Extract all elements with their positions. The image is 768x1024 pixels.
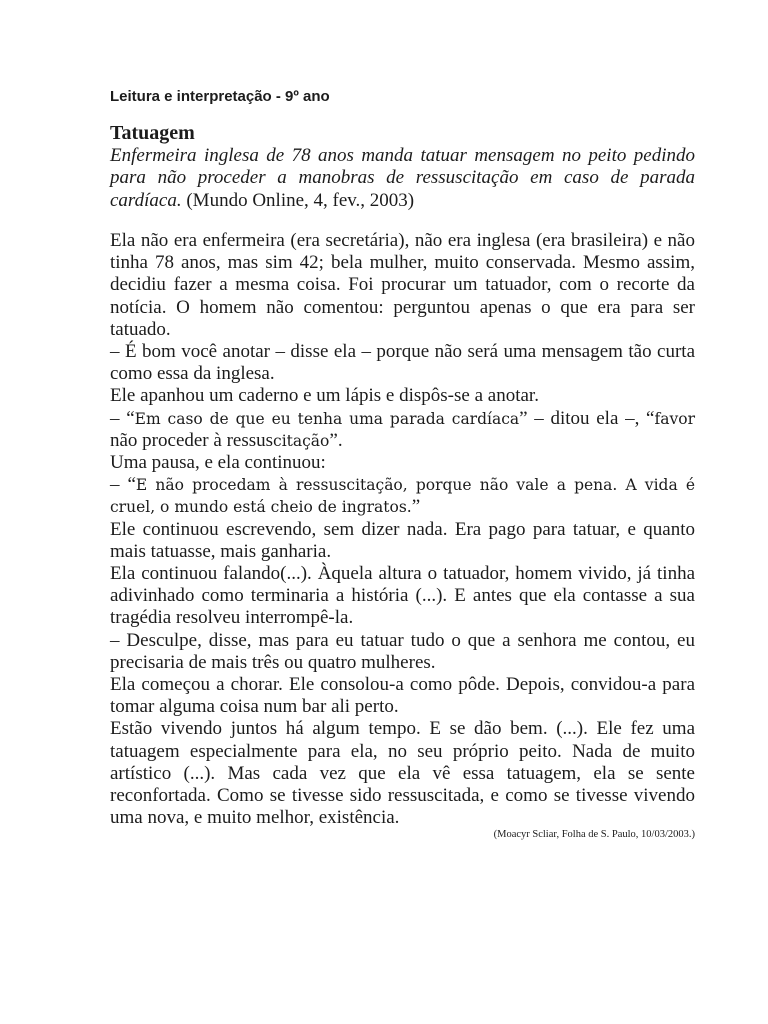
paragraph-7: Ele continuou escrevendo, sem dizer nada. Era pago para tatuar, e quanto mais tatuasse, mais ganharia.: [110, 518, 695, 562]
dialogue-text: ” – ditou ela –, “: [519, 407, 655, 429]
epigraph-headline: Enfermeira inglesa de 78 anos manda tatuar mensagem no peito pedindo para não proceder a manobras de ressuscitação em caso de parada cardíaca.: [110, 145, 695, 211]
quoted-speech: citação: [273, 431, 330, 450]
paragraph-4: [110, 408, 695, 452]
document-content: [110, 88, 695, 841]
dialogue-text: não proceder à ressus: [110, 429, 274, 451]
paragraph-3: Ele apanhou um caderno e um lápis e dispôs-se a anotar.: [110, 385, 539, 407]
paragraph-10: Ela começou a chorar. Ele consolou-a como pôde. Depois, convidou-a para tomar alguma coisa num bar ali perto.: [110, 673, 695, 718]
paragraph-6: [110, 474, 695, 518]
worksheet-header: Leitura e interpretação - 9º ano: [110, 88, 330, 105]
dialogue-dash: – “: [110, 407, 135, 429]
source-citation: (Moacyr Scliar, Folha de S. Paulo, 10/03/2003.): [493, 829, 695, 841]
story-title: Tatuagem: [110, 122, 195, 144]
paragraph-2: – É bom você anotar – disse ela – porque não será uma mensagem tão curta como essa da inglesa.: [110, 340, 695, 385]
paragraph-8: Ela continuou falando(...). Àquela altura o tatuador, homem vivido, já tinha adivinhado como terminaria a história (...). E antes que ela contasse a sua tragédia resolveu interrompê-la.: [110, 562, 695, 629]
story-body: [110, 230, 695, 829]
dialogue-text: ”: [411, 496, 421, 518]
quoted-speech: Em caso de que eu tenha uma parada cardíaca: [134, 409, 520, 428]
paragraph-9: – Desculpe, disse, mas para eu tatuar tudo o que a senhora me contou, eu precisaria de mais três ou quatro mulheres.: [110, 629, 695, 673]
epigraph-source: (Mundo Online, 4, fev., 2003): [186, 189, 415, 211]
quoted-speech: E não procedam à ressuscitação, porque não vale a pena. A vida é cruel, o mundo está cheio de ingratos.: [110, 476, 696, 517]
paragraph-11: Estão vivendo juntos há algum tempo. E se dão bem. (...). Ele fez uma tatuagem especialmente para ela, no seu próprio peito. Nada de muito artístico (...). Mas cada vez que ela vê essa tatuagem, ela se sente reconfortada. Como se tivesse sido ressuscitada, e como se tivesse vivendo uma nova, e muito melhor, existência.: [110, 718, 695, 829]
paragraph-1: Ela não era enfermeira (era secretária), não era inglesa (era brasileira) e não tinha 78 anos, mas sim 42; bela mulher, muito conservada. Mesmo assim, decidiu fazer a mesma coisa. Foi procurar um tatuador, com o recorte da notícia. O homem não comentou: perguntou apenas o que era para ser tatuado.: [110, 229, 695, 340]
epigraph: [110, 145, 695, 212]
dialogue-dash: – “: [110, 474, 136, 496]
quoted-speech: favor: [654, 409, 695, 428]
dialogue-text: ”.: [329, 429, 343, 451]
paragraph-5: Uma pausa, e ela continuou:: [110, 451, 326, 473]
